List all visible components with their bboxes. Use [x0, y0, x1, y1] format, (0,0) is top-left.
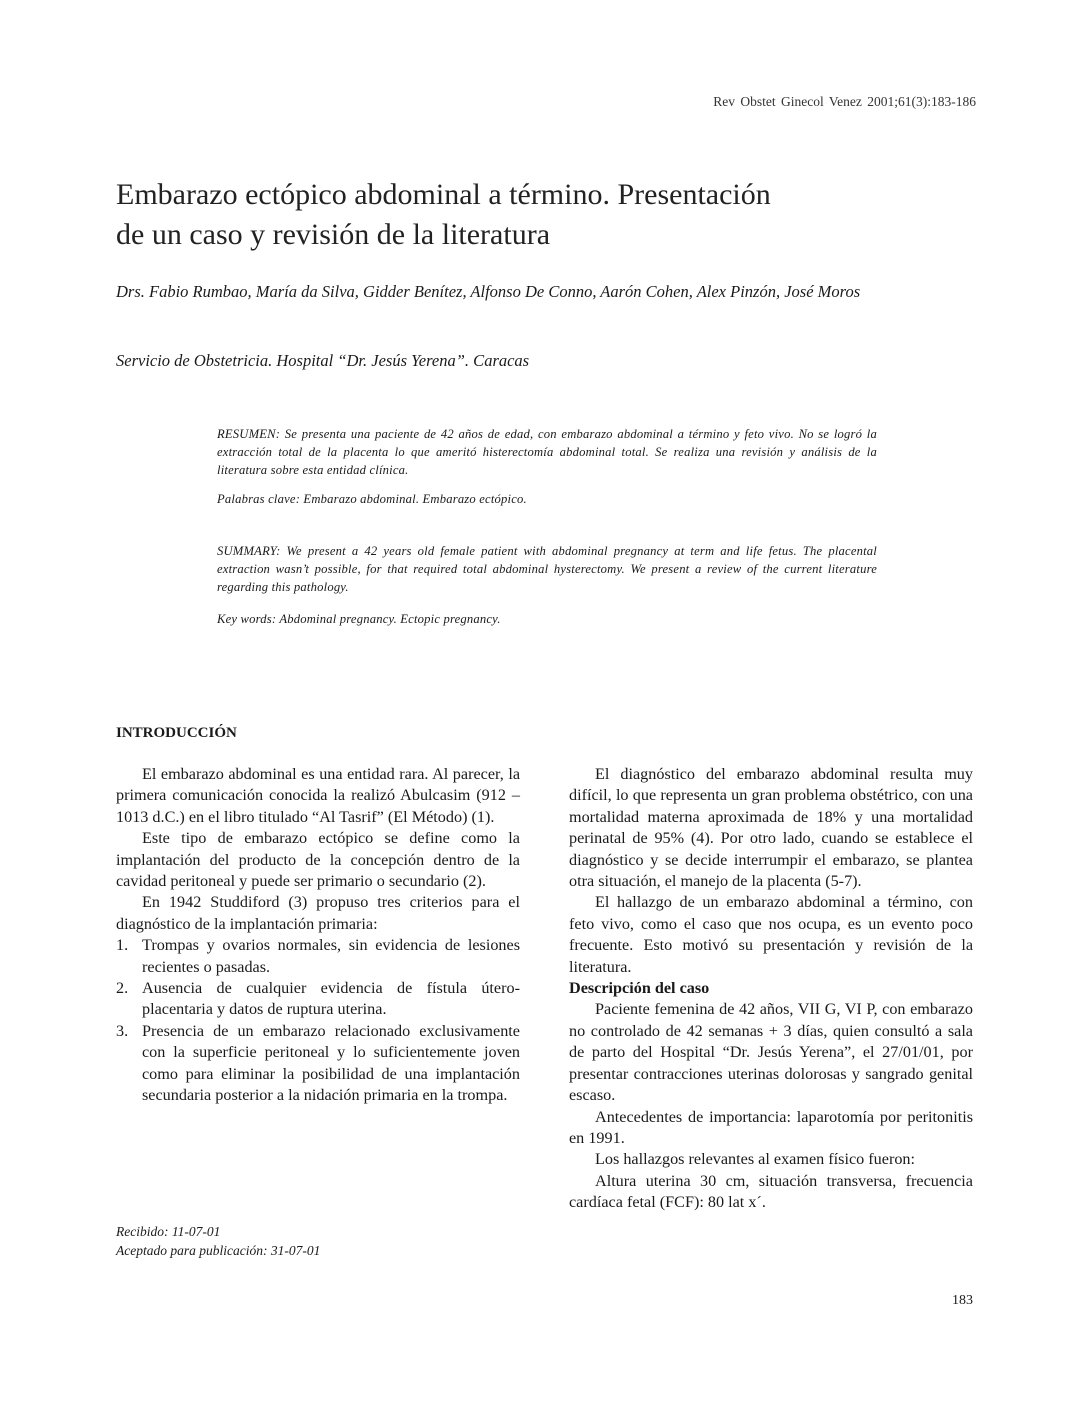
criteria-list [116, 935, 520, 1106]
intro-paragraph-4: El diagnóstico del embarazo abdominal resulta muy difícil, lo que representa un gran problema obstétrico, con una mortalidad materna aproximada de 18% y una mortalidad perinatal de 95% (4). Por otro lado, cuando se establece el diagnóstico y se decide interrumpir el embarazo, se plantea otra situación, el manejo de la placenta (5-7). [569, 765, 973, 891]
case-heading: Descripción del caso [569, 979, 710, 998]
title-line-2: de un caso y revisión de la literatura [116, 218, 551, 251]
palabras-clave: Palabras clave: Embarazo abdominal. Embarazo ectópico. [217, 492, 527, 506]
list-item [116, 935, 520, 978]
left-column [116, 764, 520, 1107]
list-item-number: 2. [116, 979, 129, 998]
affiliation: Servicio de Obstetricia. Hospital “Dr. Jesús Yerena”. Caracas [116, 351, 530, 370]
case-paragraph-3: Los hallazgos relevantes al examen físico fueron: [595, 1150, 916, 1169]
intro-paragraph-5: El hallazgo de un embarazo abdominal a término, con feto vivo, como el caso que nos ocupa, es un evento poco frecuente. Esto motivó su presentación y revisión de la literatura. [569, 893, 973, 976]
right-column [569, 764, 973, 1214]
authors: Drs. Fabio Rumbao, María da Silva, Gidder Benítez, Alfonso De Conno, Aarón Cohen, Alex Pinzón, José Moros [116, 282, 861, 301]
page-number: 183 [952, 1293, 973, 1308]
list-item [116, 1021, 520, 1107]
case-paragraph-1: Paciente femenina de 42 años, VII G, VI P, con embarazo no controlado de 42 semanas + 3 días, quien consultó a sala de parto del Hospital “Dr. Jesús Yerena”, el 27/01/01, por presentar contracciones uterinas dolorosas y sangrado genital escaso. [569, 1000, 973, 1105]
list-item-text: Trompas y ovarios normales, sin evidencia de lesiones recientes o pasadas. [142, 936, 520, 976]
list-item-number: 3. [116, 1021, 129, 1040]
intro-paragraph-3: En 1942 Studdiford (3) propuso tres criterios para el diagnóstico de la implantación primaria: [116, 893, 520, 933]
case-paragraph-4: Altura uterina 30 cm, situación transversa, frecuencia cardíaca fetal (FCF): 80 lat x´. [569, 1171, 973, 1212]
intro-paragraph-1: El embarazo abdominal es una entidad rara. Al parecer, la primera comunicación conocida la realizó Abulcasim (912 – 1013 d.C.) en el libro titulado “Al Tasrif” (El Método) (1). [116, 765, 520, 826]
list-item-number: 1. [116, 936, 129, 955]
title-line-1: Embarazo ectópico abdominal a término. Presentación [116, 178, 771, 211]
article-title [116, 175, 976, 255]
intro-paragraph-2: Este tipo de embarazo ectópico se define como la implantación del producto de la concepción dentro de la cavidad peritoneal y puede ser primario o secundario (2). [116, 829, 520, 891]
summary: SUMMARY: We present a 42 years old female patient with abdominal pregnancy at term and life fetus. The placental extraction wasn’t possible, for that required total abdominal hysterectomy. We present a review of the current literature regarding this pathology. [217, 544, 877, 594]
list-item-text: Presencia de un embarazo relacionado exclusivamente con la superficie peritoneal y lo suficientemente joven como para eliminar la posibilidad de una implantación secundaria posterior a la nidación primaria en la trompa. [142, 1021, 520, 1105]
accepted-date: Aceptado para publicación: 31-07-01 [116, 1243, 321, 1258]
case-paragraph-2: Antecedentes de importancia: laparotomía por peritonitis en 1991. [569, 1107, 973, 1147]
key-words: Key words: Abdominal pregnancy. Ectopic pregnancy. [217, 612, 501, 626]
received-date: Recibido: 11-07-01 [116, 1224, 221, 1239]
dates [116, 1222, 320, 1260]
resumen: RESUMEN: Se presenta una paciente de 42 años de edad, con embarazo abdominal a término y feto vivo. No se logró la extracción total de la placenta lo que ameritó histerectomía abdominal total. Se realiza una revisión y análisis de la literatura sobre esta entidad clínica. [217, 427, 877, 477]
journal-reference: Rev Obstet Ginecol Venez 2001;61(3):183-186 [713, 94, 976, 109]
list-item [116, 978, 520, 1021]
list-item-text: Ausencia de cualquier evidencia de fístula útero-placentaria y datos de ruptura uterina. [142, 979, 520, 1019]
intro-heading: INTRODUCCIÓN [116, 725, 237, 741]
